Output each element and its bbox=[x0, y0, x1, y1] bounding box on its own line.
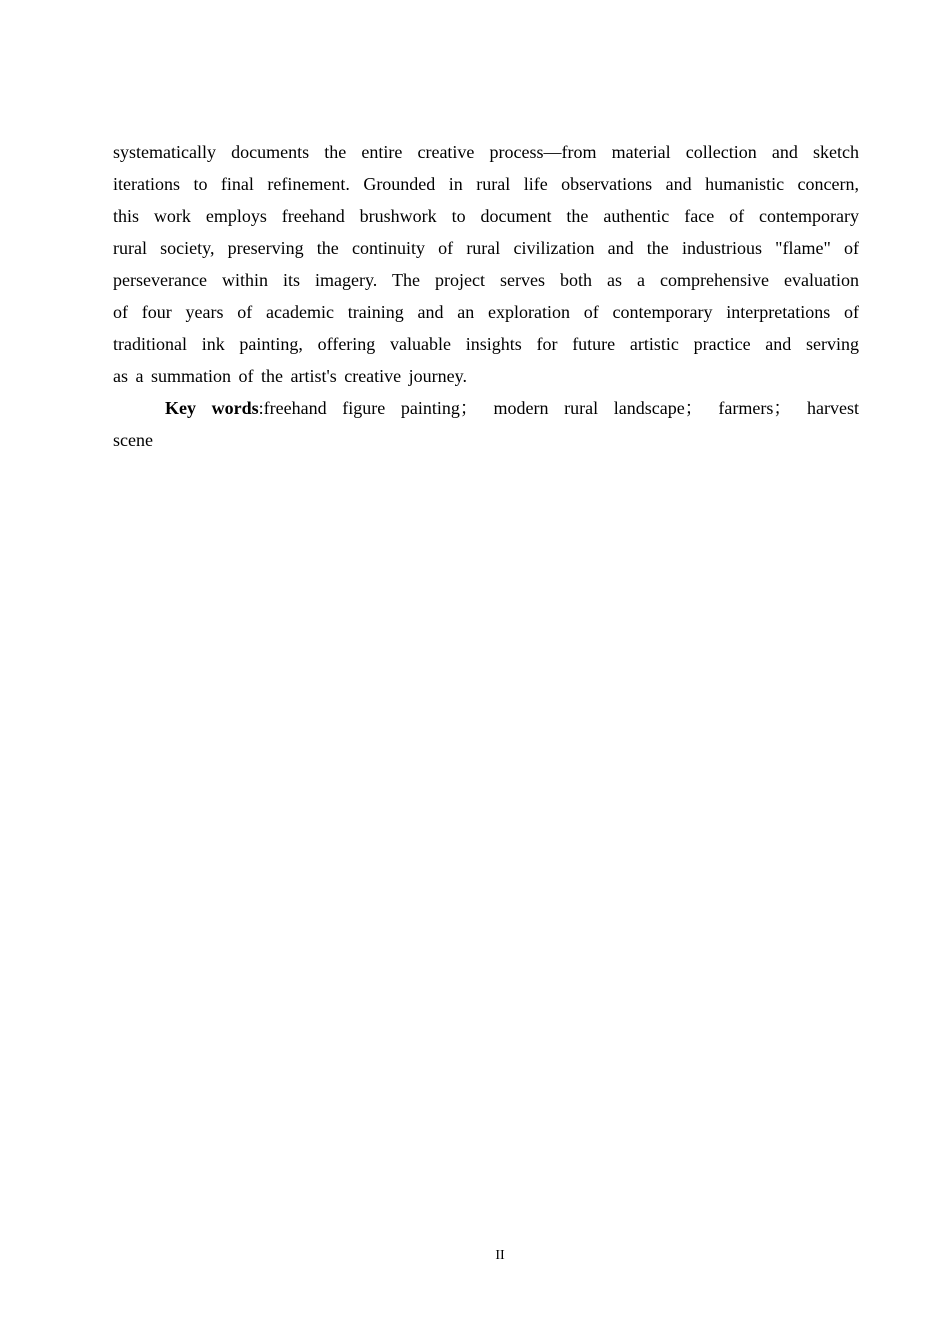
abstract-line: of four years of academic training and an exploration of contemporary interpretations of bbox=[113, 302, 859, 322]
keywords-list: :freehand figure painting； modern rural landscape； farmers； harvest bbox=[258, 398, 859, 418]
keywords-line-continued: scene bbox=[113, 430, 153, 450]
abstract-line: perseverance within its imagery. The project serves both as a comprehensive evaluation bbox=[113, 270, 859, 290]
keywords-label: Key words bbox=[165, 398, 259, 418]
keywords-line bbox=[113, 392, 859, 424]
abstract-line: traditional ink painting, offering valuable insights for future artistic practice and serving bbox=[113, 334, 859, 354]
abstract-line: as a summation of the artist's creative journey. bbox=[113, 366, 467, 386]
abstract-body bbox=[113, 136, 859, 456]
page-number: II bbox=[495, 1248, 505, 1263]
abstract-line: this work employs freehand brushwork to document the authentic face of contemporary bbox=[113, 206, 859, 226]
abstract-line: systematically documents the entire creative process—from material collection and sketch bbox=[113, 142, 859, 162]
abstract-line: iterations to final refinement. Grounded in rural life observations and humanistic concern, bbox=[113, 174, 859, 194]
abstract-line: rural society, preserving the continuity of rural civilization and the industrious "flame" of bbox=[113, 238, 859, 258]
